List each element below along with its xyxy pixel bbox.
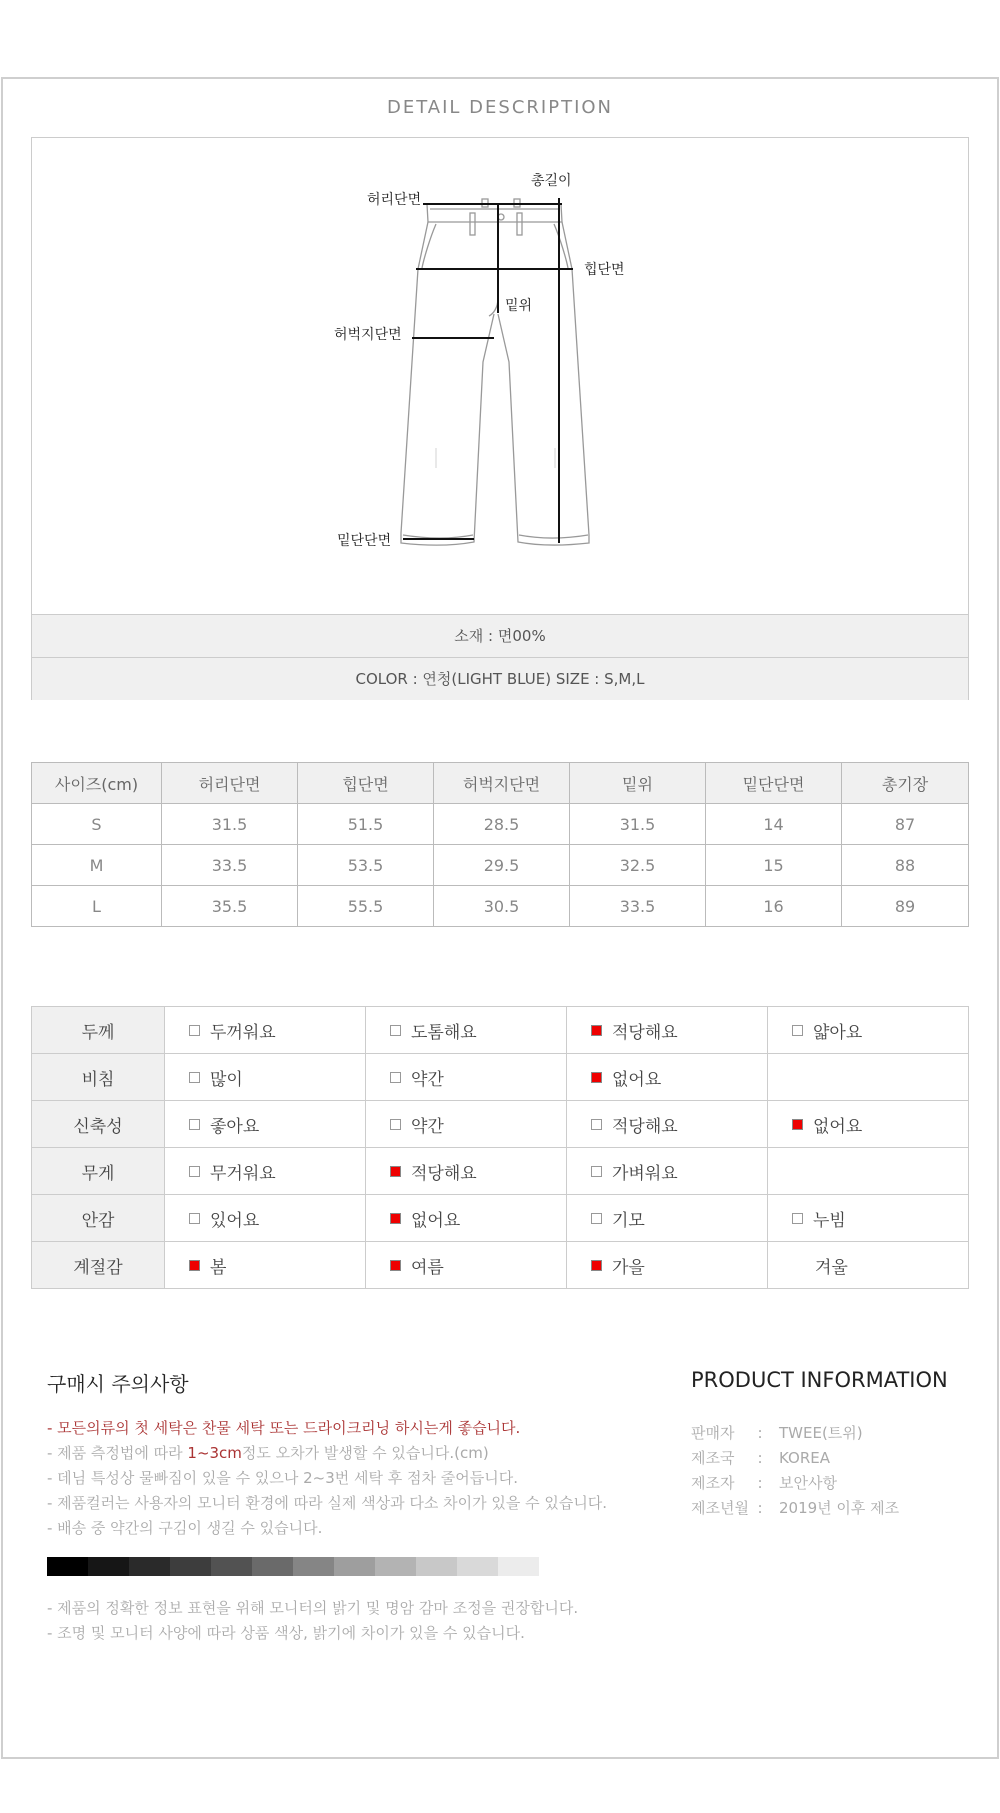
product-info-value: TWEE(트위) (779, 1424, 863, 1442)
fit-option-label: 무거워요 (210, 1163, 276, 1184)
size-cell: M (32, 845, 162, 886)
empty-box-icon (792, 1213, 803, 1224)
table-row (32, 804, 969, 845)
fit-option-cell (567, 1007, 768, 1054)
fit-option-label: 기모 (612, 1210, 645, 1231)
detail-title: DETAIL DESCRIPTION (386, 97, 614, 118)
gray-swatch (293, 1557, 334, 1576)
table-row (32, 1054, 969, 1101)
fit-option-label: 없어요 (411, 1210, 461, 1231)
label-total-length: 총길이 (531, 173, 572, 189)
monitor-notes (47, 1596, 667, 1646)
table-row (32, 1195, 969, 1242)
empty-box-icon (189, 1166, 200, 1177)
label-hip: 힙단면 (584, 262, 625, 278)
size-cell: 31.5 (570, 804, 706, 845)
product-info-key: 제조자 (691, 1474, 735, 1492)
label-waist: 허리단면 (367, 192, 422, 208)
color-size-row: COLOR : 연청(LIGHT BLUE) SIZE : S,M,L (32, 657, 968, 700)
size-cell: 33.5 (162, 845, 298, 886)
size-cell: 55.5 (298, 886, 434, 927)
caution-line: - 데님 특성상 물빠짐이 있을 수 있으나 2~3번 세탁 후 점차 줄어듭니다. (47, 1469, 519, 1487)
fit-option-cell (366, 1007, 567, 1054)
product-info-row (691, 1495, 899, 1520)
fit-option-cell (768, 1242, 969, 1289)
gray-swatch (498, 1557, 539, 1576)
size-header-cell: 허벅지단면 (434, 763, 570, 804)
table-row (32, 845, 969, 886)
fit-option-label: 겨울 (815, 1257, 848, 1278)
table-row (32, 1148, 969, 1195)
product-info-value: 2019년 이후 제조 (779, 1499, 900, 1517)
size-header-cell: 허리단면 (162, 763, 298, 804)
gray-swatch (88, 1557, 129, 1576)
fit-table (31, 1006, 969, 1289)
product-info-table (691, 1420, 899, 1520)
fit-option-cell (768, 1101, 969, 1148)
fit-option-cell (366, 1054, 567, 1101)
table-row (32, 1101, 969, 1148)
label-thigh: 허벅지단면 (334, 327, 402, 343)
fit-option-label: 여름 (411, 1257, 444, 1278)
fit-option-cell (366, 1101, 567, 1148)
fit-label: 두께 (32, 1007, 165, 1054)
product-info-colon: : (757, 1498, 763, 1517)
fit-option-cell (366, 1195, 567, 1242)
fit-option-label: 있어요 (210, 1210, 260, 1231)
fit-option-cell (165, 1101, 366, 1148)
gray-swatch (47, 1557, 88, 1576)
fit-option-label: 가을 (612, 1257, 645, 1278)
caution-title: 구매시 주의사항 (47, 1372, 189, 1396)
fit-option-cell (768, 1007, 969, 1054)
size-table-header (32, 763, 969, 804)
fit-option-label: 적당해요 (612, 1022, 678, 1043)
fit-option-label: 좋아요 (210, 1116, 260, 1137)
size-header-cell: 힙단면 (298, 763, 434, 804)
empty-box-icon (591, 1213, 602, 1224)
fit-option-label: 많이 (210, 1069, 243, 1090)
checked-box-icon (591, 1025, 602, 1036)
table-row (32, 1242, 969, 1289)
empty-box-icon (189, 1025, 200, 1036)
size-cell: 33.5 (570, 886, 706, 927)
table-row (32, 886, 969, 927)
size-cell: 88 (842, 845, 969, 886)
detail-diagram-box (31, 137, 969, 700)
fit-option-cell (567, 1195, 768, 1242)
size-cell: 14 (706, 804, 842, 845)
gray-scale-bar (47, 1557, 539, 1576)
empty-box-icon (390, 1025, 401, 1036)
product-info-title: PRODUCT INFORMATION (691, 1368, 948, 1392)
note-line: - 제품의 정확한 정보 표현을 위해 모니터의 밝기 및 명암 감마 조정을 권장합니다. (47, 1599, 579, 1617)
caution-line: - 모든의류의 첫 세탁은 찬물 세탁 또는 드라이크리닝 하시는게 좋습니다. (47, 1419, 521, 1437)
fit-label: 무게 (32, 1148, 165, 1195)
fit-option-cell (366, 1148, 567, 1195)
fit-option-label: 약간 (411, 1069, 444, 1090)
gray-swatch (170, 1557, 211, 1576)
caution-list (47, 1416, 667, 1541)
size-cell: 29.5 (434, 845, 570, 886)
fit-option-cell (768, 1195, 969, 1242)
fit-option-label: 누빔 (813, 1210, 846, 1231)
caution-text: 정도 오차가 발생할 수 있습니다.(cm) (241, 1444, 489, 1462)
caution-highlight: 1~3cm (187, 1444, 242, 1462)
empty-box-icon (189, 1072, 200, 1083)
checked-box-icon (189, 1260, 200, 1271)
product-info-colon: : (757, 1473, 763, 1492)
fit-option-label: 가벼워요 (612, 1163, 678, 1184)
size-cell: S (32, 804, 162, 845)
gray-swatch (457, 1557, 498, 1576)
gray-swatch (416, 1557, 457, 1576)
product-info-key: 제조년월 (691, 1499, 749, 1517)
gray-swatch (129, 1557, 170, 1576)
empty-box-icon (591, 1119, 602, 1130)
caution-text: - 제품 측정법에 따라 (47, 1444, 188, 1462)
fit-label: 계절감 (32, 1242, 165, 1289)
fit-label: 안감 (32, 1195, 165, 1242)
fit-option-cell (567, 1242, 768, 1289)
product-info-value: KOREA (779, 1448, 830, 1467)
size-header-cell: 사이즈(cm) (32, 763, 162, 804)
size-table (31, 762, 969, 927)
fit-option-cell (567, 1148, 768, 1195)
note-line: - 조명 및 모니터 사양에 따라 상품 색상, 밝기에 차이가 있을 수 있습니다. (47, 1624, 525, 1642)
size-cell: L (32, 886, 162, 927)
fit-option-cell (768, 1054, 969, 1101)
product-info-colon: : (757, 1448, 763, 1467)
gray-swatch (375, 1557, 416, 1576)
checked-box-icon (390, 1213, 401, 1224)
size-header-cell: 총기장 (842, 763, 969, 804)
size-cell: 30.5 (434, 886, 570, 927)
size-cell: 15 (706, 845, 842, 886)
fit-option-label: 봄 (210, 1257, 227, 1278)
size-cell: 35.5 (162, 886, 298, 927)
checked-box-icon (390, 1166, 401, 1177)
caution-line: - 배송 중 약간의 구김이 생길 수 있습니다. (47, 1519, 323, 1537)
fit-option-label: 없어요 (813, 1116, 863, 1137)
size-header-cell: 밑단단면 (706, 763, 842, 804)
fit-option-cell (567, 1054, 768, 1101)
gray-swatch (334, 1557, 375, 1576)
size-cell: 28.5 (434, 804, 570, 845)
caution-line: - 제품컬러는 사용자의 모니터 환경에 따라 실제 색상과 다소 차이가 있을 수 있습니다. (47, 1494, 608, 1512)
fit-option-cell (165, 1242, 366, 1289)
fit-option-label: 얇아요 (813, 1022, 863, 1043)
fit-option-cell (768, 1148, 969, 1195)
empty-box-icon (792, 1025, 803, 1036)
product-info-row (691, 1445, 899, 1470)
fit-option-label: 적당해요 (612, 1116, 678, 1137)
size-cell: 31.5 (162, 804, 298, 845)
checked-box-icon (591, 1260, 602, 1271)
product-info-key: 판매자 (691, 1424, 735, 1442)
product-info-key: 제조국 (691, 1449, 735, 1467)
fit-option-cell (165, 1007, 366, 1054)
checked-box-icon (792, 1119, 803, 1130)
fit-label: 신축성 (32, 1101, 165, 1148)
gray-swatch (211, 1557, 252, 1576)
empty-box-icon (189, 1119, 200, 1130)
pants-illustration (32, 138, 968, 614)
fit-option-label: 적당해요 (411, 1163, 477, 1184)
table-row (32, 1007, 969, 1054)
checked-box-icon (591, 1072, 602, 1083)
fit-option-cell (165, 1195, 366, 1242)
gray-swatch (252, 1557, 293, 1576)
size-cell: 89 (842, 886, 969, 927)
material-row: 소재 : 면00% (32, 614, 968, 657)
label-hem: 밑단단면 (337, 533, 392, 549)
checked-box-icon (390, 1260, 401, 1271)
label-rise: 밑위 (505, 298, 533, 314)
fit-option-cell (567, 1101, 768, 1148)
fit-option-cell (165, 1148, 366, 1195)
empty-box-icon (390, 1072, 401, 1083)
size-cell: 87 (842, 804, 969, 845)
fit-option-cell (165, 1054, 366, 1101)
empty-box-icon (390, 1119, 401, 1130)
size-cell: 53.5 (298, 845, 434, 886)
fit-option-label: 없어요 (612, 1069, 662, 1090)
fit-option-cell (366, 1242, 567, 1289)
product-info-value: 보안사항 (779, 1474, 837, 1492)
size-cell: 51.5 (298, 804, 434, 845)
fit-option-label: 도톰해요 (411, 1022, 477, 1043)
size-cell: 16 (706, 886, 842, 927)
empty-box-icon (591, 1166, 602, 1177)
product-info-colon: : (757, 1423, 763, 1442)
fit-label: 비침 (32, 1054, 165, 1101)
pants-diagram (32, 138, 968, 614)
product-info-row (691, 1420, 899, 1445)
empty-box-icon (189, 1213, 200, 1224)
size-cell: 32.5 (570, 845, 706, 886)
product-info-row (691, 1470, 899, 1495)
fit-option-label: 두꺼워요 (210, 1022, 276, 1043)
size-header-cell: 밑위 (570, 763, 706, 804)
fit-option-label: 약간 (411, 1116, 444, 1137)
caution-line (47, 1441, 667, 1466)
